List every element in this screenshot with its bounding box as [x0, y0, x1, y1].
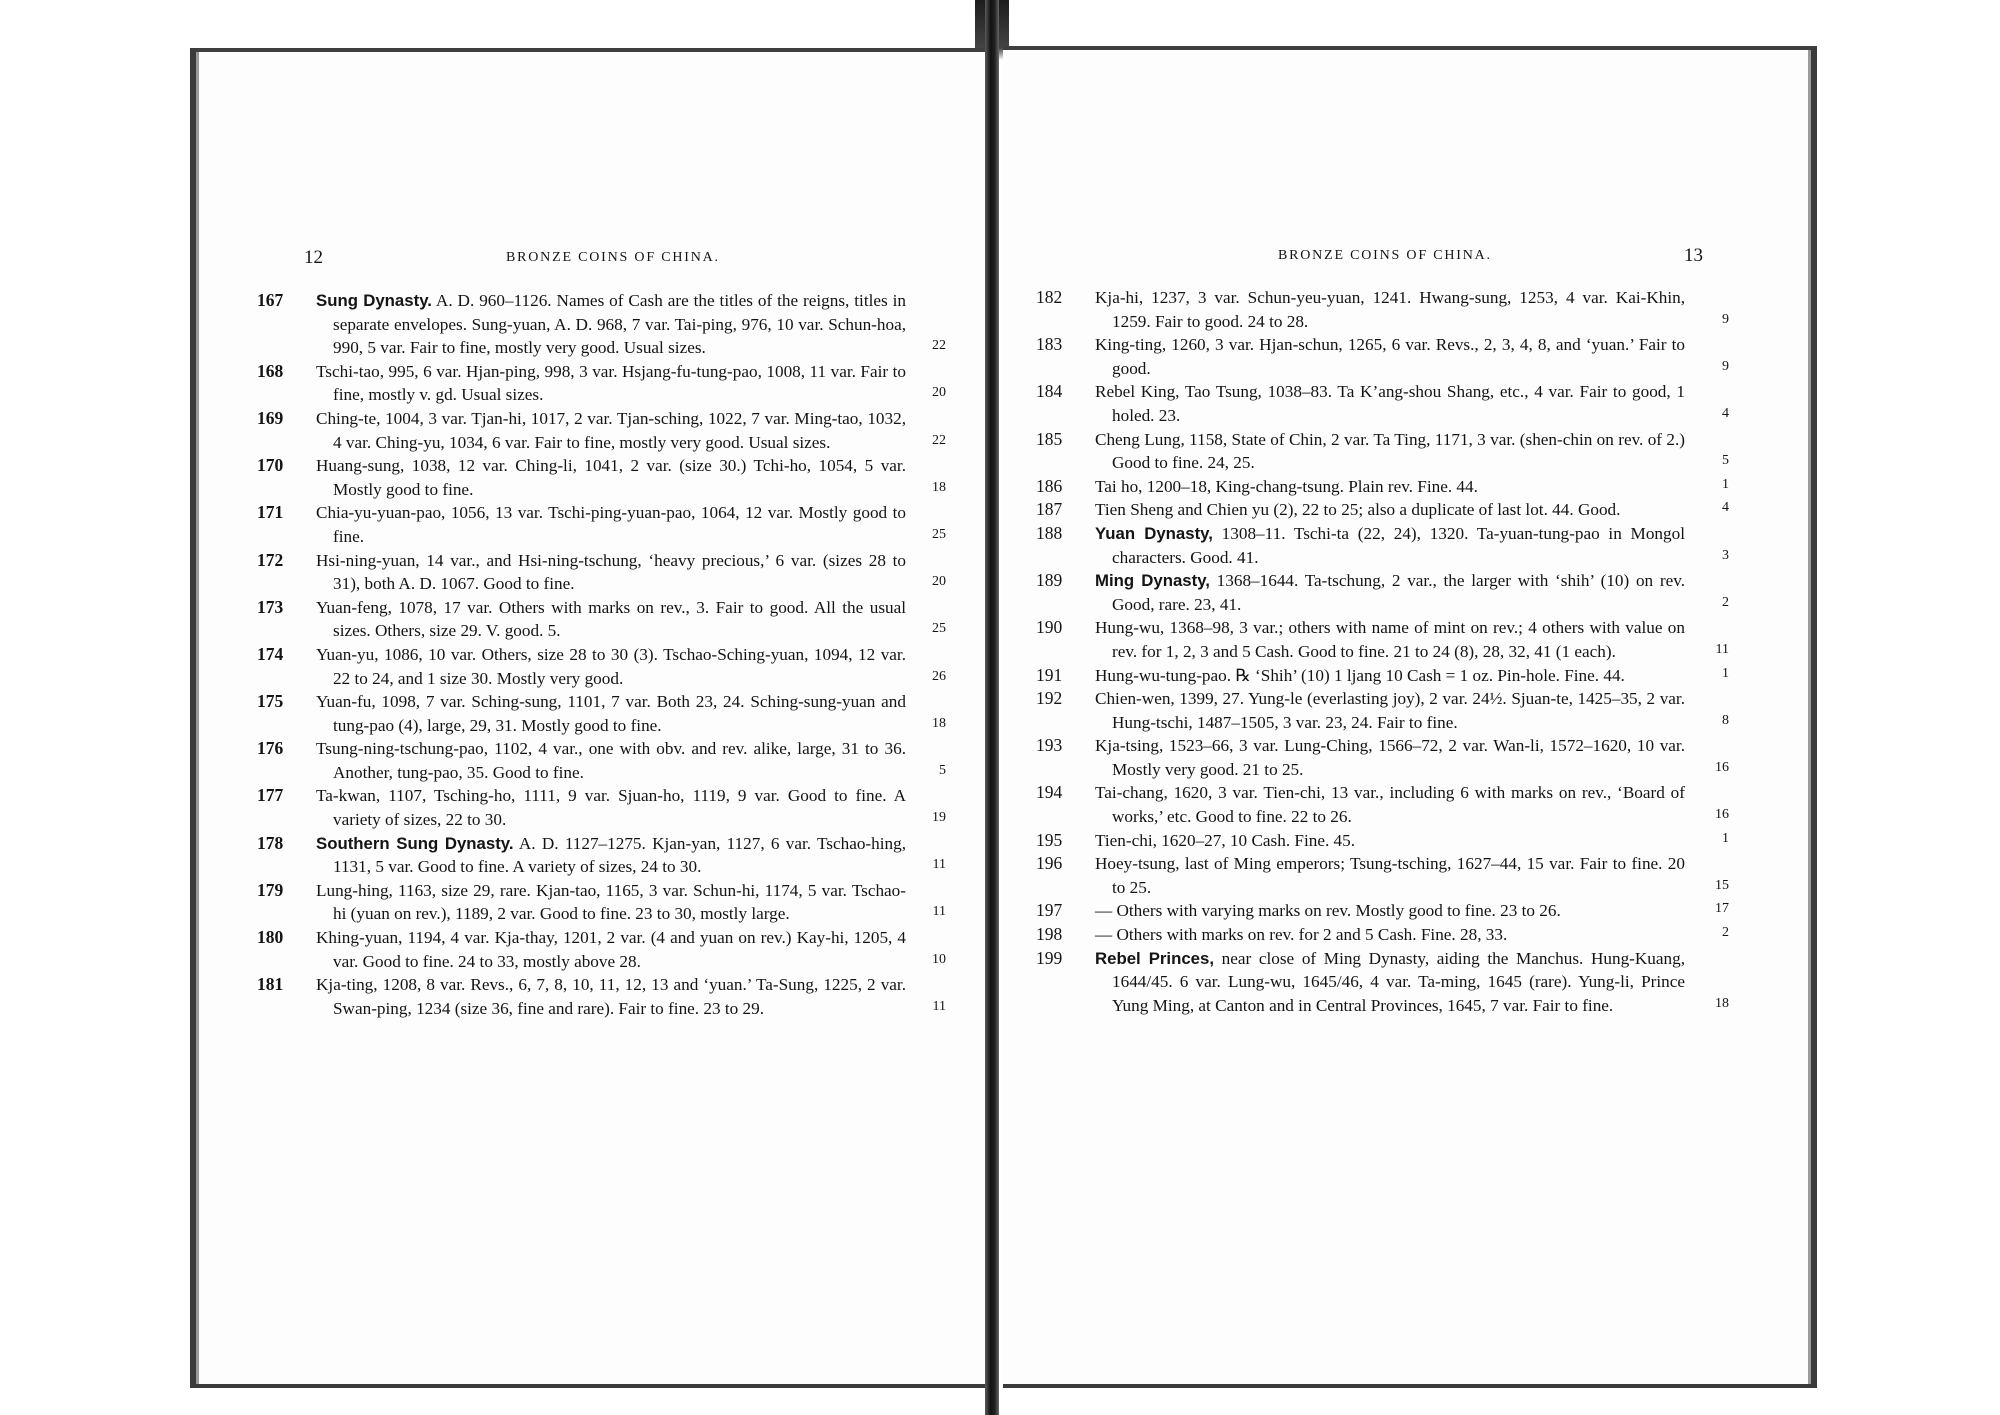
lot-text: 1308–11. Tschi-ta (22, 24), 1320. Ta-yuan-tung-pao in Mongol characters. Good. 41.	[1112, 523, 1685, 567]
lot-number: 171	[257, 502, 284, 523]
lot-text: Hung-wu, 1368–98, 3 var.; others with name of mint on rev.; 4 others with value on rev. for 1, 2, 3 and 5 Cash. Good to fine. 21 to 24 (8), 28, 32, 41 (1 each).	[1095, 618, 1685, 661]
catalog-entry	[257, 501, 946, 548]
page-number: 13	[1684, 245, 1703, 266]
lot-description	[316, 973, 906, 1020]
lot-description	[316, 360, 906, 407]
lot-text: Chien-wen, 1399, 27. Yung-le (everlasting joy), 2 var. 24½. Sjuan-te, 1425–35, 2 var. Hung-tschi, 1487–1505, 3 var. 23, 24. Fair to fine.	[1095, 689, 1685, 732]
lot-number: 179	[257, 879, 284, 900]
lot-text: Yuan-yu, 1086, 10 var. Others, size 28 to 30 (3). Tschao-Sching-yuan, 1094, 12 var. 22 to 24, and 1 size 30. Mostly very good.	[316, 644, 906, 688]
lot-text: Lung-hing, 1163, size 29, rare. Kjan-tao, 1165, 3 var. Schun-hi, 1174, 5 var. Tschao-hi (yuan on rev.), 1189, 2 var. Good to fine. 23 to 30, mostly large.	[316, 880, 906, 924]
dynasty-heading: Yuan Dynasty,	[1095, 523, 1213, 543]
lot-quantity: 17	[1715, 901, 1729, 917]
catalog-entry	[1036, 475, 1729, 499]
lot-quantity: 18	[1715, 995, 1729, 1011]
lot-number: 198	[1036, 924, 1063, 945]
catalog-entry	[257, 973, 946, 1020]
lot-description	[316, 690, 906, 737]
lot-description	[1095, 333, 1685, 380]
lot-number: 193	[1036, 735, 1063, 756]
lot-quantity: 15	[1715, 877, 1729, 893]
catalog-entry	[1036, 923, 1729, 947]
lot-text: Tschi-tao, 995, 6 var. Hjan-ping, 998, 3 var. Hsjang-fu-tung-pao, 1008, 11 var. Fair to fine, mostly v. gd. Usual sizes.	[316, 361, 906, 405]
lot-quantity: 16	[1715, 807, 1729, 823]
lot-description	[1095, 498, 1685, 522]
lot-text: A. D. 1127–1275. Kjan-yan, 1127, 6 var. Tschao-hing, 1131, 5 var. Good to fine. A variety of sizes, 24 to 30.	[333, 833, 906, 877]
lot-number: 170	[257, 455, 284, 476]
catalog-entry	[1036, 498, 1729, 522]
lot-number: 186	[1036, 475, 1063, 496]
catalog-entry	[257, 737, 946, 784]
lot-number: 184	[1036, 381, 1063, 402]
catalog-entry	[1036, 899, 1729, 923]
lot-number: 192	[1036, 688, 1063, 709]
lot-number: 180	[257, 927, 284, 948]
catalog-entries	[257, 289, 946, 1020]
lot-text: Huang-sung, 1038, 12 var. Ching-li, 1041, 2 var. (size 30.) Tchi-ho, 1054, 5 var. Mostly good to fine.	[316, 456, 906, 499]
lot-description	[316, 549, 906, 596]
lot-number: 194	[1036, 782, 1063, 803]
lot-description	[1095, 569, 1685, 616]
lot-number: 178	[257, 832, 284, 853]
lot-text: Tsung-ning-tschung-pao, 1102, 4 var., one with obv. and rev. alike, large, 31 to 36. Another, tung-pao, 35. Good to fine.	[316, 739, 906, 782]
lot-quantity: 5	[939, 762, 946, 778]
lot-quantity: 16	[1715, 759, 1729, 775]
lot-quantity: 8	[1722, 712, 1729, 728]
catalog-entry	[257, 832, 946, 879]
dynasty-heading: Sung Dynasty.	[316, 291, 432, 310]
lot-quantity: 2	[1722, 925, 1729, 941]
lot-text: — Others with marks on rev. for 2 and 5 Cash. Fine. 28, 33.	[1095, 925, 1508, 945]
catalog-entry	[1036, 781, 1729, 828]
lot-quantity: 4	[1722, 405, 1729, 421]
lot-description	[1095, 852, 1685, 899]
lot-quantity: 9	[1722, 311, 1729, 327]
catalog-entry	[257, 784, 946, 831]
page-number: 12	[304, 247, 323, 268]
lot-quantity: 2	[1722, 594, 1729, 610]
lot-quantity: 25	[932, 621, 946, 637]
lot-quantity: 1	[1722, 830, 1729, 846]
running-head: BRONZE COINS OF CHINA.	[1278, 248, 1492, 263]
lot-text: Kja-tsing, 1523–66, 3 var. Lung-Ching, 1566–72, 2 var. Wan-li, 1572–1620, 10 var. Mostly very good. 21 to 25.	[1095, 736, 1685, 779]
catalog-entry	[1036, 664, 1729, 688]
lot-text: near close of Ming Dynasty, aiding the Manchus. Hung-Kuang, 1644/45. 6 var. Lung-wu, 1645/46, 4 var. Ta-ming, 1645 (rare). Yung-li, Prince Yung Ming, at Canton and in Central Provinces, 1645, 7 var. Fair to fine.	[1112, 948, 1685, 1015]
catalog-entry	[1036, 829, 1729, 853]
lot-text: King-ting, 1260, 3 var. Hjan-schun, 1265, 6 var. Revs., 2, 3, 4, 8, and ‘yuan.’ Fair to good.	[1095, 335, 1685, 378]
lot-number: 190	[1036, 617, 1063, 638]
lot-quantity: 5	[1722, 453, 1729, 469]
lot-description	[1095, 428, 1685, 475]
catalog-entry	[257, 690, 946, 737]
lot-number: 167	[257, 290, 284, 310]
lot-description	[1095, 616, 1685, 663]
lot-text: Rebel King, Tao Tsung, 1038–83. Ta K’ang-shou Shang, etc., 4 var. Fair to good, 1 holed. 23.	[1095, 382, 1685, 425]
lot-quantity: 20	[932, 574, 946, 590]
lot-quantity: 20	[932, 385, 946, 401]
lot-text: Tai ho, 1200–18, King-chang-tsung. Plain rev. Fine. 44.	[1095, 476, 1478, 496]
catalog-entry	[1036, 286, 1729, 333]
lot-number: 177	[257, 785, 284, 806]
lot-number: 181	[257, 974, 284, 995]
dynasty-heading: Ming Dynasty,	[1095, 571, 1210, 591]
lot-number: 188	[1036, 522, 1063, 543]
catalog-entry	[1036, 734, 1729, 781]
lot-number: 173	[257, 596, 284, 617]
catalog-entry	[257, 407, 946, 454]
lot-number: 175	[257, 691, 284, 712]
lot-description	[1095, 947, 1685, 1018]
lot-quantity: 9	[1722, 358, 1729, 374]
lot-description	[316, 643, 906, 690]
lot-number: 183	[1036, 334, 1063, 355]
catalog-entry	[1036, 947, 1729, 1018]
lot-text: Yuan-fu, 1098, 7 var. Sching-sung, 1101, 7 var. Both 23, 24. Sching-sung-yuan and tung-pao (4), large, 29, 31. Mostly good to fine.	[316, 692, 906, 735]
lot-quantity: 11	[1715, 641, 1729, 657]
lot-text: Hoey-tsung, last of Ming emperors; Tsung-tsching, 1627–44, 15 var. Fair to fine. 20 to 25.	[1095, 854, 1685, 897]
lot-quantity: 11	[932, 998, 946, 1014]
lot-text: 1368–1644. Ta-tschung, 2 var., the larger with ‘shih’ (10) on rev. Good, rare. 23, 41.	[1112, 571, 1686, 614]
lot-text: Ching-te, 1004, 3 var. Tjan-hi, 1017, 2 var. Tjan-sching, 1022, 7 var. Ming-tao, 1032, 4 var. Ching-yu, 1034, 6 var. Fair to fine, mostly very good. Usual sizes.	[316, 408, 906, 452]
lot-description	[1095, 781, 1685, 828]
lot-description	[316, 784, 906, 831]
lot-description	[1095, 286, 1685, 333]
dynasty-heading: Southern Sung Dynasty.	[316, 833, 514, 853]
book-gutter	[985, 0, 999, 1415]
running-head: BRONZE COINS OF CHINA.	[506, 250, 720, 265]
left-page	[190, 48, 996, 1388]
catalog-entry	[1036, 333, 1729, 380]
lot-number: 174	[257, 643, 284, 664]
catalog-entry	[257, 926, 946, 973]
lot-description	[316, 832, 906, 879]
lot-number: 168	[257, 360, 284, 381]
lot-text: Hung-wu-tung-pao. ℞ ‘Shih’ (10) 1 ljang 10 Cash = 1 oz. Pin-hole. Fine. 44.	[1095, 665, 1625, 685]
lot-number: 187	[1036, 499, 1063, 520]
lot-description	[316, 289, 906, 360]
lot-number: 185	[1036, 428, 1063, 449]
lot-description	[1095, 923, 1685, 947]
lot-quantity: 25	[932, 526, 946, 542]
lot-description	[1095, 899, 1685, 923]
lot-description	[316, 454, 906, 501]
lot-quantity: 10	[932, 951, 946, 967]
lot-text: Chia-yu-yuan-pao, 1056, 13 var. Tschi-ping-yuan-pao, 1064, 12 var. Mostly good to fine.	[316, 503, 906, 546]
lot-quantity: 4	[1722, 500, 1729, 516]
lot-text: Yuan-feng, 1078, 17 var. Others with marks on rev., 3. Fair to good. All the usual sizes. Others, size 29. V. good. 5.	[316, 597, 906, 641]
lot-quantity: 1	[1722, 476, 1729, 492]
lot-number: 195	[1036, 829, 1063, 850]
lot-description	[316, 596, 906, 643]
lot-description	[1095, 380, 1685, 427]
lot-number: 176	[257, 738, 284, 759]
lot-description	[1095, 829, 1685, 853]
catalog-entry	[1036, 522, 1729, 569]
lot-description	[316, 926, 906, 973]
lot-description	[1095, 664, 1685, 688]
right-page	[1003, 46, 1817, 1388]
catalog-entry	[257, 549, 946, 596]
lot-text: Khing-yuan, 1194, 4 var. Kja-thay, 1201, 2 var. (4 and yuan on rev.) Kay-hi, 1205, 4 var. Good to fine. 24 to 33, mostly above 28.	[316, 928, 906, 971]
lot-text: Tien-chi, 1620–27, 10 Cash. Fine. 45.	[1095, 830, 1356, 850]
lot-text: Ta-kwan, 1107, Tsching-ho, 1111, 9 var. Sjuan-ho, 1119, 9 var. Good to fine. A variety of sizes, 22 to 30.	[316, 786, 906, 830]
lot-text: Kja-ting, 1208, 8 var. Revs., 6, 7, 8, 10, 11, 12, 13 and ‘yuan.’ Ta-Sung, 1225, 2 var. Swan-ping, 1234 (size 36, fine and rare). Fair to fine. 23 to 29.	[316, 975, 906, 1018]
lot-number: 191	[1036, 664, 1063, 685]
lot-text: — Others with varying marks on rev. Mostly good to fine. 23 to 26.	[1095, 901, 1561, 921]
lot-text: Cheng Lung, 1158, State of Chin, 2 var. Ta Ting, 1171, 3 var. (shen-chin on rev. of 2.) Good to fine. 24, 25.	[1095, 429, 1685, 473]
lot-number: 196	[1036, 853, 1063, 874]
lot-quantity: 26	[932, 668, 946, 684]
lot-text: Tai-chang, 1620, 3 var. Tien-chi, 13 var., including 6 with marks on rev., ‘Board of works,’ etc. Good to fine. 22 to 26.	[1095, 783, 1685, 827]
catalog-entry	[257, 289, 946, 360]
lot-quantity: 22	[932, 338, 946, 354]
lot-number: 169	[257, 407, 284, 428]
catalog-entry	[1036, 380, 1729, 427]
lot-number: 189	[1036, 570, 1063, 591]
lot-number: 199	[1036, 947, 1063, 968]
lot-description	[316, 407, 906, 454]
catalog-entry	[257, 643, 946, 690]
lot-description	[316, 879, 906, 926]
catalog-entry	[1036, 616, 1729, 663]
catalog-entry	[1036, 852, 1729, 899]
lot-number: 197	[1036, 900, 1063, 921]
lot-description	[316, 501, 906, 548]
catalog-entry	[257, 596, 946, 643]
catalog-entry	[257, 360, 946, 407]
lot-quantity: 1	[1722, 665, 1729, 681]
catalog-entries	[1036, 286, 1729, 1017]
dynasty-heading: Rebel Princes,	[1095, 948, 1215, 968]
lot-text: Tien Sheng and Chien yu (2), 22 to 25; also a duplicate of last lot. 44. Good.	[1095, 500, 1621, 520]
catalog-entry	[257, 454, 946, 501]
lot-description	[1095, 522, 1685, 569]
catalog-entry	[1036, 428, 1729, 475]
lot-quantity: 22	[932, 432, 946, 448]
catalog-entry	[257, 879, 946, 926]
lot-description	[1095, 687, 1685, 734]
lot-number: 182	[1036, 287, 1063, 307]
lot-number: 172	[257, 549, 284, 570]
lot-quantity: 19	[932, 810, 946, 826]
lot-quantity: 11	[932, 904, 946, 920]
lot-quantity: 18	[932, 479, 946, 495]
lot-text: Hsi-ning-yuan, 14 var., and Hsi-ning-tschung, ‘heavy precious,’ 6 var. (sizes 28 to 31), both A. D. 1067. Good to fine.	[316, 550, 906, 594]
lot-description	[1095, 475, 1685, 499]
lot-description	[1095, 734, 1685, 781]
lot-quantity: 18	[932, 715, 946, 731]
lot-description	[316, 737, 906, 784]
lot-quantity: 3	[1722, 547, 1729, 563]
lot-text: A. D. 960–1126. Names of Cash are the titles of the reigns, titles in separate envelopes. Sung-yuan, A. D. 968, 7 var. Tai-ping, 976, 10 var. Schun-hoa, 990, 5 var. Fair to fine, mostly very good. Usual sizes.	[333, 291, 906, 358]
catalog-entry	[1036, 569, 1729, 616]
lot-text: Kja-hi, 1237, 3 var. Schun-yeu-yuan, 1241. Hwang-sung, 1253, 4 var. Kai-Khin, 1259. Fair to good. 24 to 28.	[1095, 288, 1685, 331]
lot-quantity: 11	[932, 857, 946, 873]
catalog-entry	[1036, 687, 1729, 734]
